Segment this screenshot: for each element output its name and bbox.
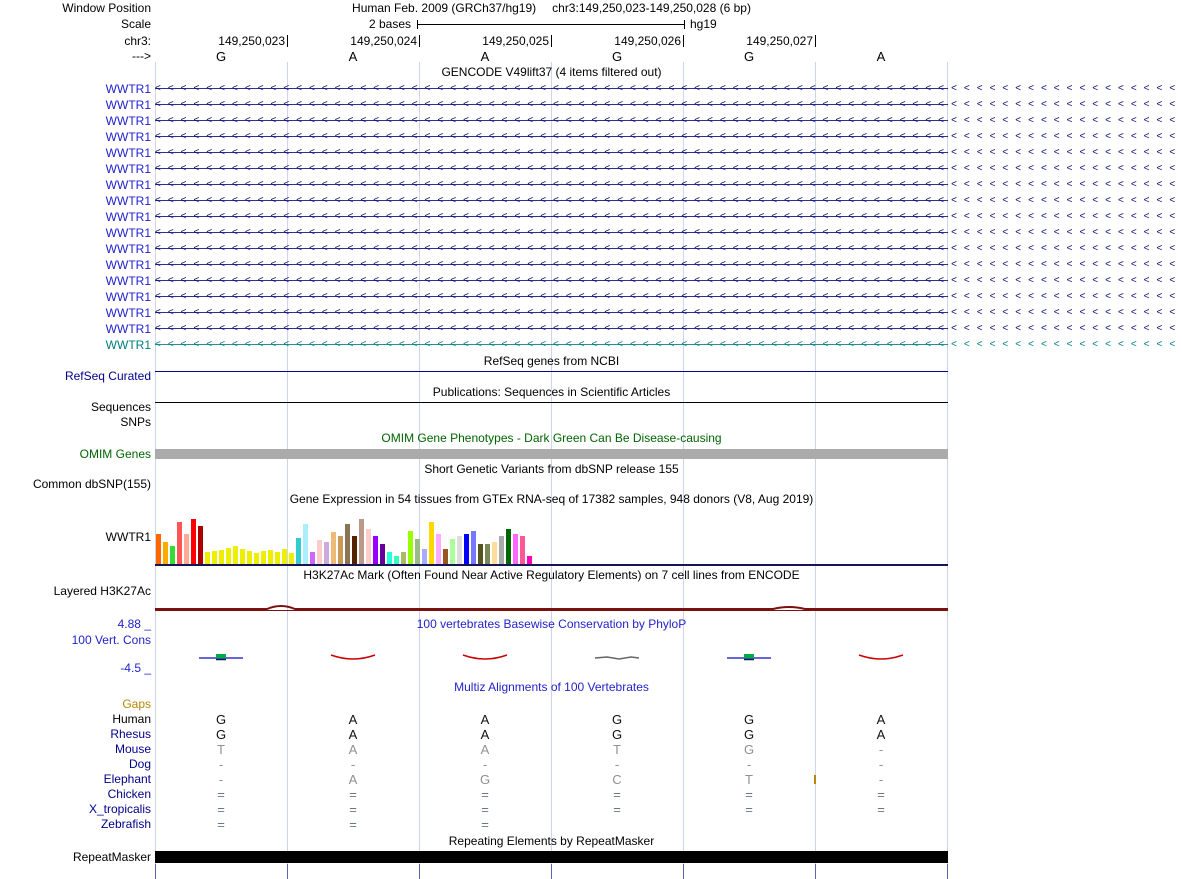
alignment-base: A <box>348 727 358 742</box>
publications-track-title[interactable]: Publications: Sequences in Scientific Articles <box>432 385 671 399</box>
gtex-tissue-bar[interactable] <box>240 549 245 564</box>
alignment-track <box>155 712 948 727</box>
alignment-base: G <box>215 712 227 727</box>
sequences-row <box>0 400 950 415</box>
gencode-item-label[interactable]: WWTR1 <box>105 306 151 320</box>
species-label-zebrafish[interactable]: Zebrafish <box>100 817 151 831</box>
repeatmasker-header-row <box>0 832 950 850</box>
phylop-mark-neutral <box>593 650 641 664</box>
alignment-base: A <box>876 727 886 742</box>
gencode-row <box>0 305 1182 321</box>
gtex-gene-label[interactable]: WWTR1 <box>105 530 151 544</box>
alignment-base: = <box>481 817 489 832</box>
strand-direction-arrows: <<<<<<<<<<<<<<<<<<<<<<<<<<<<<<<<<<<<<<<<<<<<<<<<<<<<<<<<<<<<<<<<<<<<<<<<<<<<<<<< <box>155 307 1182 318</box>
species-label-rhesus[interactable]: Rhesus <box>110 727 151 741</box>
alignment-track <box>155 757 948 772</box>
alignment-base: - <box>614 757 620 772</box>
alignment-base: - <box>218 757 224 772</box>
gencode-row <box>0 289 1182 305</box>
gtex-tissue-bar[interactable] <box>296 538 301 564</box>
alignment-base: A <box>348 712 358 727</box>
window-position-label: Window Position <box>62 1 151 15</box>
gencode-row <box>0 321 1182 337</box>
alignment-track <box>155 772 948 787</box>
gencode-row <box>0 129 1182 145</box>
species-label-x_tropicalis[interactable]: X_tropicalis <box>88 802 151 816</box>
alignment-base: - <box>878 742 884 757</box>
alignment-row <box>0 772 950 787</box>
bottom-ticks-row <box>0 864 950 879</box>
gtex-tissue-bar[interactable] <box>233 546 238 564</box>
gtex-tissue-bar[interactable] <box>156 534 161 564</box>
gtex-tissue-bar[interactable] <box>324 542 329 564</box>
phylop-track-title[interactable]: 100 vertebrates Basewise Conservation by PhyloP <box>416 617 687 631</box>
gencode-item-label[interactable]: WWTR1 <box>105 194 151 208</box>
gencode-item-label[interactable]: WWTR1 <box>105 242 151 256</box>
dbsnp-track-title[interactable]: Short Genetic Variants from dbSNP release 155 <box>424 462 679 476</box>
reference-base: G <box>743 49 755 64</box>
gencode-transcript[interactable] <box>155 225 1182 241</box>
gtex-tissue-bar[interactable] <box>345 524 350 564</box>
gencode-item-label[interactable]: WWTR1 <box>105 162 151 176</box>
gtex-tissue-bar[interactable] <box>268 550 273 564</box>
position-tick-label: 149,250,025 <box>482 34 549 48</box>
reference-base: A <box>480 49 490 64</box>
phylop-mark-positive <box>725 650 773 664</box>
scale-bar <box>417 20 685 29</box>
position-row <box>0 33 950 49</box>
phylop-header-row <box>0 615 950 633</box>
alignment-track <box>155 802 948 817</box>
sequences-item-line[interactable] <box>155 402 948 403</box>
gtex-tissue-bar[interactable] <box>443 549 448 564</box>
alignment-base: A <box>348 742 358 757</box>
gencode-transcript[interactable] <box>155 289 1182 305</box>
gencode-item-label[interactable]: WWTR1 <box>105 322 151 336</box>
reference-sequence <box>155 49 948 64</box>
h3k27ac-track-title[interactable]: H3K27Ac Mark (Often Found Near Active Regulatory Elements) on 7 cell lines from ENCODE <box>303 568 800 582</box>
species-label-human[interactable]: Human <box>112 712 151 726</box>
alignment-base: = <box>481 802 489 817</box>
gencode-item-label[interactable]: WWTR1 <box>105 290 151 304</box>
alignment-base: G <box>611 712 623 727</box>
reference-base: A <box>876 49 886 64</box>
gtex-tissue-bar[interactable] <box>380 544 385 564</box>
gtex-tissue-bar[interactable] <box>352 536 357 564</box>
species-label-chicken[interactable]: Chicken <box>107 787 151 801</box>
position-tick <box>419 35 420 47</box>
gtex-tissue-bar[interactable] <box>282 549 287 564</box>
gencode-transcript[interactable] <box>155 145 1182 161</box>
gencode-header-row <box>0 64 950 81</box>
gtex-tissue-bar[interactable] <box>401 552 406 564</box>
gtex-tissue-bar[interactable] <box>373 536 378 564</box>
gtex-tissue-bar[interactable] <box>184 534 189 564</box>
gtex-tissue-bar[interactable] <box>247 551 252 564</box>
gtex-tissue-bar[interactable] <box>408 531 413 564</box>
strand-direction-arrows: <<<<<<<<<<<<<<<<<<<<<<<<<<<<<<<<<<<<<<<<<<<<<<<<<<<<<<<<<<<<<<<<<<<<<<<<<<<<<<<< <box>155 243 1182 254</box>
scale-row <box>0 16 950 33</box>
gencode-row <box>0 97 1182 113</box>
phylop-signal-row <box>0 633 950 677</box>
gencode-row <box>0 241 1182 257</box>
gencode-row <box>0 113 1182 129</box>
alignment-base: = <box>217 787 225 802</box>
window-position-row <box>0 0 950 16</box>
gencode-item-label[interactable]: WWTR1 <box>105 226 151 240</box>
gtex-tissue-bar[interactable] <box>415 539 420 564</box>
scale-label: Scale <box>120 17 151 31</box>
gtex-tissue-bar[interactable] <box>520 536 525 564</box>
gencode-row <box>0 257 1182 273</box>
gencode-transcript[interactable] <box>155 257 1182 273</box>
strand-direction-arrows: <<<<<<<<<<<<<<<<<<<<<<<<<<<<<<<<<<<<<<<<<<<<<<<<<<<<<<<<<<<<<<<<<<<<<<<<<<<<<<<< <box>155 323 1182 334</box>
gaps-row <box>0 697 950 712</box>
dbsnp-label[interactable]: Common dbSNP(155) <box>32 477 151 491</box>
species-label-mouse[interactable]: Mouse <box>114 742 151 756</box>
strand-direction-arrows: <<<<<<<<<<<<<<<<<<<<<<<<<<<<<<<<<<<<<<<<<<<<<<<<<<<<<<<<<<<<<<<<<<<<<<<<<<<<<<<< <box>155 291 1182 302</box>
gaps-label[interactable]: Gaps <box>122 697 151 711</box>
alignment-row <box>0 712 950 727</box>
strand-direction-arrows: <<<<<<<<<<<<<<<<<<<<<<<<<<<<<<<<<<<<<<<<<<<<<<<<<<<<<<<<<<<<<<<<<<<<<<<<<<<<<<<< <box>155 179 1182 190</box>
species-label-dog[interactable]: Dog <box>128 757 151 771</box>
gtex-tissue-bar[interactable] <box>457 536 462 564</box>
alignment-base: - <box>878 772 884 787</box>
alignment-base: = <box>217 817 225 832</box>
h3k27ac-signal-row <box>0 583 950 615</box>
omim-gene-bar[interactable] <box>155 449 948 459</box>
snps-label[interactable]: SNPs <box>120 415 151 429</box>
multiz-track-title[interactable]: Multiz Alignments of 100 Vertebrates <box>454 680 649 694</box>
position-tick <box>815 35 816 47</box>
strand-direction-arrows: <<<<<<<<<<<<<<<<<<<<<<<<<<<<<<<<<<<<<<<<<<<<<<<<<<<<<<<<<<<<<<<<<<<<<<<<<<<<<<<< <box>155 275 1182 286</box>
base-row <box>0 49 950 64</box>
gtex-tissue-bar[interactable] <box>317 540 322 564</box>
gtex-tissue-bar[interactable] <box>471 531 476 564</box>
alignment-row <box>0 757 950 772</box>
phylop-min-label: -4.5 _ <box>120 661 151 675</box>
boundary-tick <box>815 864 816 879</box>
alignment-base: = <box>349 817 357 832</box>
gencode-item-label[interactable]: WWTR1 <box>105 82 151 96</box>
alignment-base: A <box>480 742 490 757</box>
h3k27ac-label[interactable]: Layered H3K27Ac <box>53 584 151 598</box>
alignment-base: = <box>349 787 357 802</box>
omim-genes-label[interactable]: OMIM Genes <box>79 447 151 461</box>
gtex-tissue-bar[interactable] <box>464 534 469 564</box>
gtex-tissue-bar[interactable] <box>387 552 392 564</box>
repeatmasker-row <box>0 850 950 864</box>
sequences-label[interactable]: Sequences <box>90 400 151 414</box>
assembly-title: Human Feb. 2009 (GRCh37/hg19) <box>352 1 537 15</box>
gencode-transcript[interactable] <box>155 97 1182 113</box>
alignment-track <box>155 742 948 757</box>
scale-value: 2 bases <box>368 17 411 31</box>
position-ruler <box>155 33 948 49</box>
multiz-alignment-rows <box>0 712 950 832</box>
alignment-base: - <box>482 757 488 772</box>
gtex-tissue-bar[interactable] <box>177 522 182 564</box>
boundary-tick <box>287 864 288 879</box>
alignment-base: G <box>479 772 491 787</box>
gtex-tissue-bar[interactable] <box>436 534 441 564</box>
bottom-boundary-ticks <box>155 864 948 879</box>
alignment-base: = <box>217 802 225 817</box>
alignment-base: = <box>877 802 885 817</box>
position-tick <box>683 35 684 47</box>
gencode-transcript[interactable] <box>155 177 1182 193</box>
gencode-transcript[interactable] <box>155 161 1182 177</box>
omim-track-title[interactable]: OMIM Gene Phenotypes - Dark Green Can Be Disease-causing <box>381 431 722 445</box>
refseq-gene-line[interactable] <box>155 371 948 372</box>
gtex-tissue-bar[interactable] <box>170 546 175 564</box>
refseq-curated-row <box>0 369 950 384</box>
position-tick-label: 149,250,024 <box>350 34 417 48</box>
strand-direction-arrows: <<<<<<<<<<<<<<<<<<<<<<<<<<<<<<<<<<<<<<<<<<<<<<<<<<<<<<<<<<<<<<<<<<<<<<<<<<<<<<<< <box>155 339 1182 350</box>
gtex-header-row <box>0 491 950 507</box>
gtex-tissue-bar[interactable] <box>506 529 511 564</box>
alignment-base: A <box>876 712 886 727</box>
gtex-tissue-bar[interactable] <box>331 532 336 564</box>
gtex-tissue-bar[interactable] <box>492 542 497 564</box>
phylop-marks-track[interactable] <box>155 633 948 677</box>
boundary-tick <box>419 864 420 879</box>
alignment-base: G <box>743 742 755 757</box>
h3k27ac-signal-line <box>155 583 948 615</box>
strand-direction-arrows: <<<<<<<<<<<<<<<<<<<<<<<<<<<<<<<<<<<<<<<<<<<<<<<<<<<<<<<<<<<<<<<<<<<<<<<<<<<<<<<< <box>155 195 1182 206</box>
strand-direction-arrows: <<<<<<<<<<<<<<<<<<<<<<<<<<<<<<<<<<<<<<<<<<<<<<<<<<<<<<<<<<<<<<<<<<<<<<<<<<<<<<<< <box>155 163 1182 174</box>
gencode-transcript[interactable] <box>155 337 1182 353</box>
gtex-tissue-bar[interactable] <box>485 544 490 564</box>
gtex-tissue-bar[interactable] <box>198 526 203 564</box>
gtex-bar-chart <box>156 510 532 564</box>
gencode-row <box>0 193 1182 209</box>
gencode-row <box>0 161 1182 177</box>
reference-base: A <box>348 49 358 64</box>
gencode-item-label[interactable]: WWTR1 <box>105 114 151 128</box>
omim-genes-row <box>0 447 950 461</box>
scale-bar-line <box>418 24 684 25</box>
gtex-tissue-bar[interactable] <box>394 556 399 564</box>
gencode-row <box>0 145 1182 161</box>
alignment-track <box>155 787 948 802</box>
gtex-tissue-bar[interactable] <box>450 539 455 564</box>
gtex-tissue-bar[interactable] <box>254 553 259 564</box>
gencode-transcript[interactable] <box>155 113 1182 129</box>
title-area <box>155 0 948 16</box>
gencode-transcript[interactable] <box>155 81 1182 97</box>
gtex-tissue-bar[interactable] <box>366 529 371 564</box>
snps-row <box>0 415 950 430</box>
h3k27ac-header-row <box>0 567 950 583</box>
gtex-tissue-bar[interactable] <box>205 552 210 564</box>
alignment-base: A <box>480 712 490 727</box>
phylop-mark-negative <box>857 650 905 664</box>
strand-direction-arrows: <<<<<<<<<<<<<<<<<<<<<<<<<<<<<<<<<<<<<<<<<<<<<<<<<<<<<<<<<<<<<<<<<<<<<<<<<<<<<<<< <box>155 83 1182 94</box>
gtex-tissue-bar[interactable] <box>429 522 434 564</box>
gtex-chart-row <box>0 507 950 567</box>
phylop-mark-negative <box>461 650 509 664</box>
gencode-row <box>0 337 1182 353</box>
alignment-base: C <box>612 772 622 787</box>
gencode-item-label[interactable]: WWTR1 <box>105 274 151 288</box>
strand-direction-arrows: <<<<<<<<<<<<<<<<<<<<<<<<<<<<<<<<<<<<<<<<<<<<<<<<<<<<<<<<<<<<<<<<<<<<<<<<<<<<<<<< <box>155 115 1182 126</box>
position-tick-label: 149,250,026 <box>614 34 681 48</box>
gtex-tissue-bar[interactable] <box>226 548 231 564</box>
repeatmasker-element-bar[interactable] <box>155 851 948 863</box>
gencode-transcript[interactable] <box>155 129 1182 145</box>
gtex-tissue-bar[interactable] <box>163 542 168 564</box>
alignment-base: - <box>218 772 224 787</box>
gtex-tissue-bar[interactable] <box>219 550 224 564</box>
gencode-item-label[interactable]: WWTR1 <box>105 210 151 224</box>
gtex-tissue-bar[interactable] <box>527 556 532 564</box>
alignment-base: = <box>745 787 753 802</box>
alignment-base: T <box>217 742 225 757</box>
refseq-header-row <box>0 353 950 369</box>
scale-track <box>155 16 948 33</box>
gtex-tissue-bar[interactable] <box>338 536 343 564</box>
gencode-row <box>0 177 1182 193</box>
gtex-tissue-bar[interactable] <box>261 551 266 564</box>
position-tick-label: 149,250,027 <box>746 34 813 48</box>
strand-arrow-label: ---> <box>132 49 151 63</box>
gencode-transcript[interactable] <box>155 321 1182 337</box>
chrom-label: chr3: <box>124 34 151 48</box>
region-title: chr3:149,250,023-149,250,028 (6 bp) <box>552 1 751 15</box>
gtex-track-title[interactable]: Gene Expression in 54 tissues from GTEx RNA-seq of 17382 samples, 948 donors (V8, Aug 2019) <box>289 492 814 506</box>
gencode-item-label[interactable]: WWTR1 <box>105 146 151 160</box>
alignment-track <box>155 727 948 742</box>
gencode-item-label[interactable]: WWTR1 <box>105 130 151 144</box>
alignment-row <box>0 727 950 742</box>
gencode-row <box>0 209 1182 225</box>
alignment-base: T <box>745 772 753 787</box>
gencode-row <box>0 81 1182 97</box>
gencode-item-label[interactable]: WWTR1 <box>105 98 151 112</box>
refseq-curated-label[interactable]: RefSeq Curated <box>64 369 151 383</box>
assembly-label: hg19 <box>690 17 717 31</box>
alignment-base: G <box>611 727 623 742</box>
gencode-item-label[interactable]: WWTR1 <box>105 178 151 192</box>
strand-direction-arrows: <<<<<<<<<<<<<<<<<<<<<<<<<<<<<<<<<<<<<<<<<<<<<<<<<<<<<<<<<<<<<<<<<<<<<<<<<<<<<<<< <box>155 211 1182 222</box>
boundary-tick <box>551 864 552 879</box>
publications-header-row <box>0 384 950 400</box>
phylop-track-label[interactable]: 100 Vert. Cons <box>71 633 151 647</box>
phylop-max-label: 4.88 _ <box>117 617 151 631</box>
strand-direction-arrows: <<<<<<<<<<<<<<<<<<<<<<<<<<<<<<<<<<<<<<<<<<<<<<<<<<<<<<<<<<<<<<<<<<<<<<<<<<<<<<<< <box>155 259 1182 270</box>
phylop-mark-positive <box>197 650 245 664</box>
alignment-base: T <box>613 742 621 757</box>
strand-direction-arrows: <<<<<<<<<<<<<<<<<<<<<<<<<<<<<<<<<<<<<<<<<<<<<<<<<<<<<<<<<<<<<<<<<<<<<<<<<<<<<<<< <box>155 147 1182 158</box>
gtex-tissue-bar[interactable] <box>513 534 518 564</box>
alignment-base: = <box>745 802 753 817</box>
alignment-base: G <box>743 712 755 727</box>
alignment-base: = <box>481 787 489 802</box>
alignment-row <box>0 817 950 832</box>
gencode-row <box>0 273 1182 289</box>
alignment-base: - <box>746 757 752 772</box>
position-tick-label: 149,250,023 <box>218 34 285 48</box>
gencode-transcript[interactable] <box>155 209 1182 225</box>
gencode-row <box>0 225 1182 241</box>
boundary-tick <box>155 864 156 879</box>
gtex-tissue-bar[interactable] <box>310 552 315 564</box>
boundary-tick <box>683 864 684 879</box>
strand-direction-arrows: <<<<<<<<<<<<<<<<<<<<<<<<<<<<<<<<<<<<<<<<<<<<<<<<<<<<<<<<<<<<<<<<<<<<<<<<<<<<<<<< <box>155 99 1182 110</box>
alignment-row <box>0 787 950 802</box>
gtex-tissue-bar[interactable] <box>275 552 280 564</box>
dbsnp-header-row <box>0 461 950 477</box>
alignment-base: = <box>613 787 621 802</box>
alignment-base: G <box>215 727 227 742</box>
omim-header-row <box>0 430 950 447</box>
alignment-base: - <box>878 757 884 772</box>
alignment-row <box>0 802 950 817</box>
gtex-baseline <box>155 564 948 566</box>
strand-direction-arrows: <<<<<<<<<<<<<<<<<<<<<<<<<<<<<<<<<<<<<<<<<<<<<<<<<<<<<<<<<<<<<<<<<<<<<<<<<<<<<<<< <box>155 131 1182 142</box>
repeatmasker-track-title[interactable]: Repeating Elements by RepeatMasker <box>448 834 655 848</box>
gtex-tissue-bar[interactable] <box>191 519 196 564</box>
position-tick <box>287 35 288 47</box>
gencode-transcript[interactable] <box>155 305 1182 321</box>
insertion-tick <box>814 775 816 784</box>
strand-direction-arrows: <<<<<<<<<<<<<<<<<<<<<<<<<<<<<<<<<<<<<<<<<<<<<<<<<<<<<<<<<<<<<<<<<<<<<<<<<<<<<<<< <box>155 227 1182 238</box>
gtex-tissue-bar[interactable] <box>212 551 217 564</box>
gtex-tissue-bar[interactable] <box>499 536 504 564</box>
alignment-base: G <box>743 727 755 742</box>
gtex-tissue-bar[interactable] <box>478 544 483 564</box>
repeatmasker-label[interactable]: RepeatMasker <box>72 850 151 864</box>
gtex-tissue-bar[interactable] <box>289 553 294 564</box>
gtex-tissue-bar[interactable] <box>359 519 364 564</box>
gencode-transcript[interactable] <box>155 193 1182 209</box>
gencode-item-label[interactable]: WWTR1 <box>105 338 151 352</box>
dbsnp-row <box>0 477 950 491</box>
gencode-transcript[interactable] <box>155 241 1182 257</box>
alignment-base: = <box>877 787 885 802</box>
gtex-tissue-bar[interactable] <box>303 524 308 564</box>
alignment-base: - <box>350 757 356 772</box>
phylop-mark-negative <box>329 650 377 664</box>
reference-base: G <box>215 49 227 64</box>
alignment-base: = <box>613 802 621 817</box>
alignment-row <box>0 742 950 757</box>
multiz-header-row <box>0 677 950 697</box>
refseq-track-title[interactable]: RefSeq genes from NCBI <box>483 354 620 368</box>
gencode-track-rows <box>0 81 1182 353</box>
species-label-elephant[interactable]: Elephant <box>103 772 151 786</box>
gencode-item-label[interactable]: WWTR1 <box>105 258 151 272</box>
alignment-base: A <box>480 727 490 742</box>
alignment-base: = <box>349 802 357 817</box>
alignment-track <box>155 817 948 832</box>
gencode-track-title[interactable]: GENCODE V49lift37 (4 items filtered out) <box>441 65 662 79</box>
alignment-base: A <box>348 772 358 787</box>
boundary-tick <box>947 864 948 879</box>
gencode-transcript[interactable] <box>155 273 1182 289</box>
position-tick <box>551 35 552 47</box>
gtex-tissue-bar[interactable] <box>422 549 427 564</box>
reference-base: G <box>611 49 623 64</box>
